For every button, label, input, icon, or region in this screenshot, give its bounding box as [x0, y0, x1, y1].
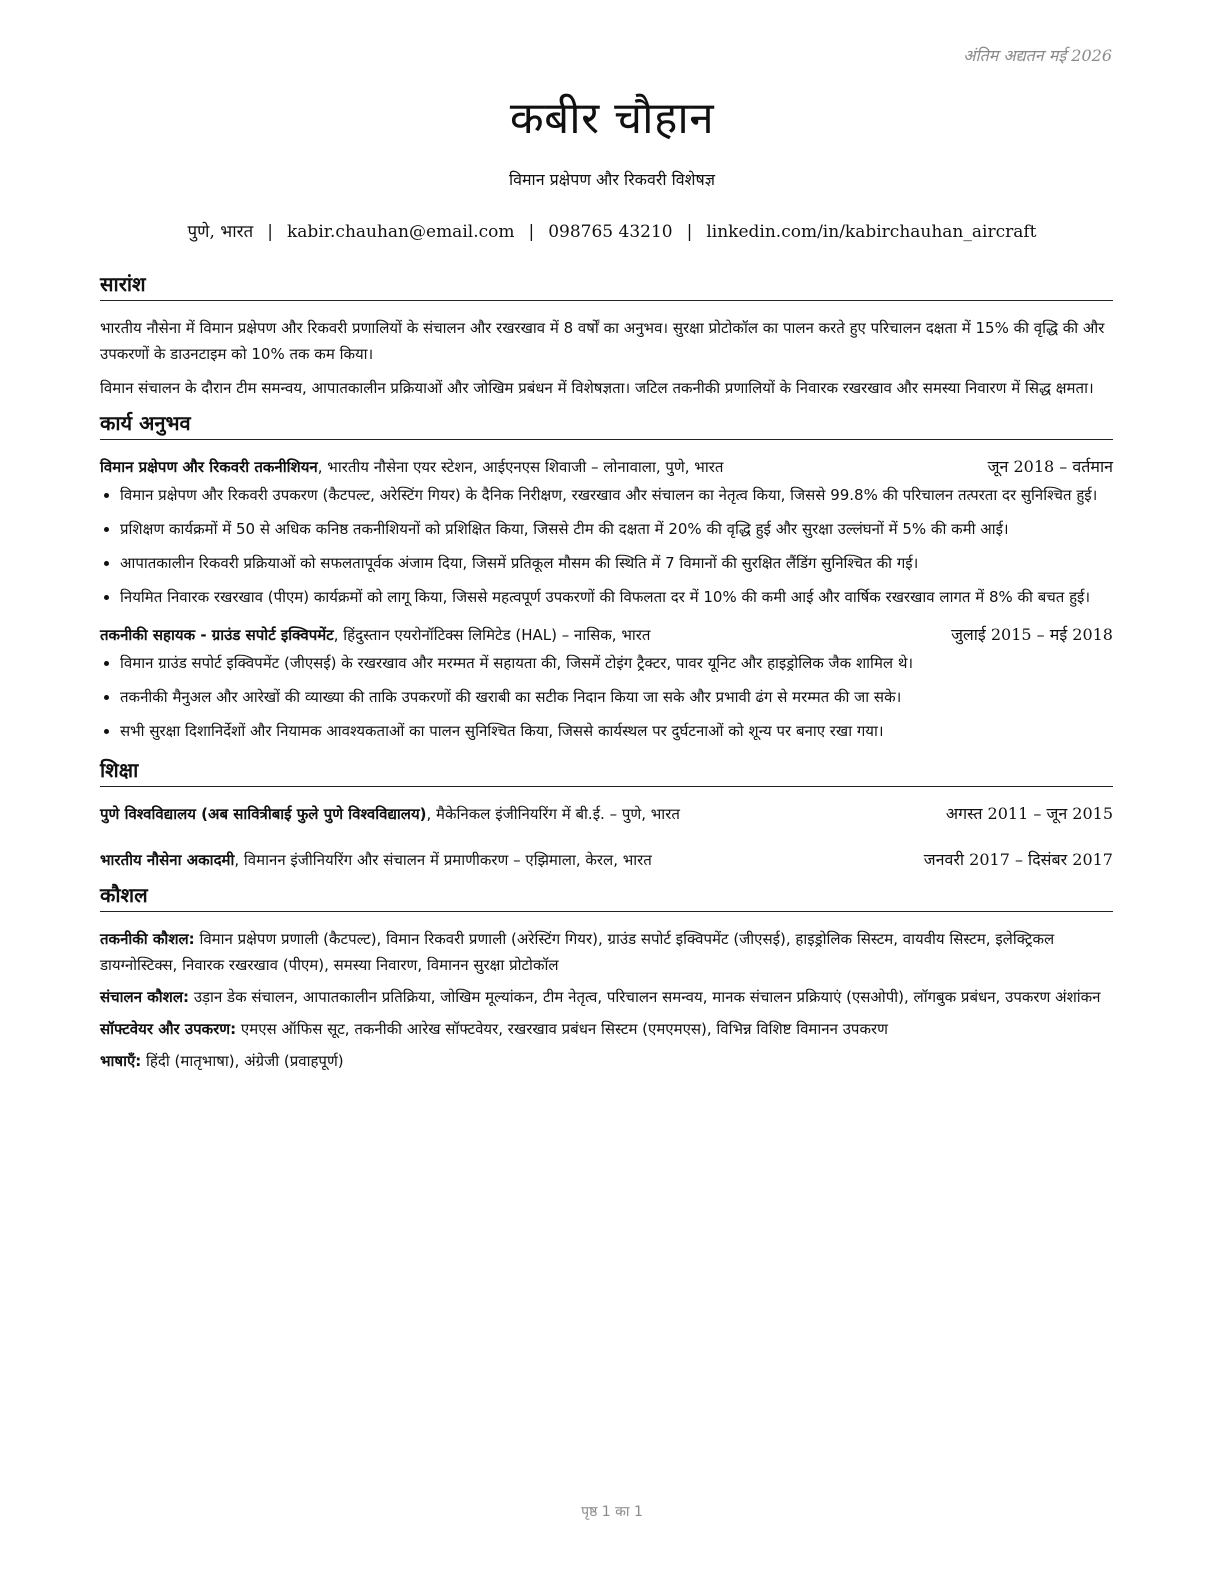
skill-text: हिंदी (मातृभाषा), अंग्रेजी (प्रवाहपूर्ण) — [141, 1052, 344, 1070]
section-heading-summary: सारांश — [100, 270, 1113, 301]
contact-separator: | — [686, 222, 693, 242]
job-bullet: • नियमित निवारक रखरखाव (पीएम) कार्यक्रमों को लागू किया, जिससे महत्वपूर्ण उपकरणों की विफलता दर में 10% की कमी आई और वार्षिक रखरखाव लागत में 8% की बचत हुई। — [120, 584, 1113, 610]
job-header — [100, 454, 1113, 480]
candidate-name: कबीर चौहान — [509, 93, 715, 144]
job-bullet: • विमान ग्राउंड सपोर्ट इक्विपमेंट (जीएसई) के रखरखाव और मरम्मत में सहायता की, जिसमें टोइंग ट्रैक्टर, पावर यूनिट और हाइड्रोलिक जैक शामिल थे। — [120, 650, 1113, 676]
contact-email[interactable]: kabir.chauhan@email.com — [287, 222, 515, 242]
last-updated: अंतिम अद्यतन मई 2026 — [963, 46, 1112, 65]
contact-separator: | — [528, 222, 535, 242]
job-bullet: • प्रशिक्षण कार्यक्रमों में 50 से अधिक कनिष्ठ तकनीशियनों को प्रशिक्षित किया, जिससे टीम की दक्षता में 20% की वृद्धि हुई और सुरक्षा उल्लंघनों में 5% की कमी आई। — [120, 516, 1113, 542]
education-line — [100, 801, 680, 827]
candidate-title: विमान प्रक्षेपण और रिकवरी विशेषज्ञ — [508, 170, 716, 189]
education-detail: , मैकेनिकल इंजीनियरिंग में बी.ई. – पुणे, भारत — [426, 805, 680, 823]
page-footer: पृष्ठ 1 का 1 — [581, 1504, 643, 1520]
job-role: विमान प्रक्षेपण और रिकवरी तकनीशियन — [100, 458, 318, 476]
skill-label: संचालन कौशल: — [100, 988, 190, 1006]
skill-text: एमएस ऑफिस सूट, तकनीकी आरेख सॉफ्टवेयर, रखरखाव प्रबंधन सिस्टम (एमएमएस), विभिन्न विशिष्ट विमानन उपकरण — [236, 1020, 888, 1038]
skill-label: सॉफ्टवेयर और उपकरण: — [100, 1020, 237, 1038]
education-entry — [100, 801, 1113, 827]
section-heading-skills: कौशल — [100, 881, 1113, 912]
summary-section — [100, 270, 1113, 401]
job-organization: , भारतीय नौसेना एयर स्टेशन, आईएनएस शिवाजी – लोनावाला, पुणे, भारत — [317, 458, 724, 476]
skill-text: उड़ान डेक संचालन, आपातकालीन प्रतिक्रिया, जोखिम मूल्यांकन, टीम नेतृत्व, परिचालन समन्वय, मानक संचालन प्रक्रियाएं (एसओपी), लॉगबुक प्रबंधन, उपकरण अंशांकन — [189, 988, 1101, 1006]
job-entry — [100, 454, 1113, 610]
contact-line — [0, 219, 1224, 242]
job-title-line — [100, 622, 650, 648]
education-institution: पुणे विश्वविद्यालय (अब सावित्रीबाई फुले पुणे विश्वविद्यालय) — [100, 805, 427, 823]
job-title-line — [100, 454, 723, 480]
skill-text: विमान प्रक्षेपण प्रणाली (कैटपल्ट), विमान रिकवरी प्रणाली (अरेस्टिंग गियर), ग्राउंड सपोर्ट इक्विपमेंट (जीएसई), हाइड्रोलिक सिस्टम, वायवीय सिस्टम, इलेक्ट्रिकल डायग्नोस्टिक्स, निवारक रखरखाव (पीएम), समस्या निवारण, विमानन सुरक्षा प्रोटोकॉल — [100, 930, 1055, 974]
education-detail: , विमानन इंजीनियरिंग और संचालन में प्रमाणीकरण – एझिमाला, केरल, भारत — [234, 851, 652, 869]
summary-paragraph: विमान संचालन के दौरान टीम समन्वय, आपातकालीन प्रक्रियाओं और जोखिम प्रबंधन में विशेषज्ञता। जटिल तकनीकी प्रणालियों के निवारक रखरखाव और समस्या निवारण में सिद्ध क्षमता। — [100, 379, 1094, 397]
job-bullets — [100, 482, 1113, 610]
contact-location: पुणे, भारत — [187, 222, 254, 242]
job-bullet: • तकनीकी मैनुअल और आरेखों की व्याख्या की ताकि उपकरणों की खराबी का सटीक निदान किया जा सके और प्रभावी ढंग से मरम्मत की जा सके। — [120, 684, 1113, 710]
contact-linkedin[interactable]: linkedin.com/in/kabirchauhan_aircraft — [706, 222, 1037, 242]
job-entry — [100, 622, 1113, 744]
job-dates: जून 2018 – वर्तमान — [987, 457, 1113, 476]
job-bullet: • सभी सुरक्षा दिशानिर्देशों और नियामक आवश्यकताओं का पालन सुनिश्चित किया, जिससे कार्यस्थल पर दुर्घटनाओं को शून्य पर बनाए रखा गया। — [120, 718, 1113, 744]
job-dates: जुलाई 2015 – मई 2018 — [951, 625, 1113, 644]
resume-content — [100, 270, 1113, 1082]
contact-separator: | — [267, 222, 273, 242]
job-bullet: • विमान प्रक्षेपण और रिकवरी उपकरण (कैटपल्ट, अरेस्टिंग गियर) के दैनिक निरीक्षण, रखरखाव और संचालन का नेतृत्व किया, जिससे 99.8% की परिचालन तत्परता दर सुनिश्चित हुई। — [120, 482, 1113, 508]
skill-line — [100, 984, 1113, 1010]
experience-section — [100, 409, 1113, 744]
contact-phone: 098765 43210 — [548, 222, 673, 242]
education-line — [100, 847, 652, 873]
skills-section — [100, 881, 1113, 1074]
job-bullet: • आपातकालीन रिकवरी प्रक्रियाओं को सफलतापूर्वक अंजाम दिया, जिसमें प्रतिकूल मौसम की स्थिति में 7 विमानों की सुरक्षित लैंडिंग सुनिश्चित की गई। — [120, 550, 1113, 576]
skill-line — [100, 1048, 1113, 1074]
education-dates: जनवरी 2017 – दिसंबर 2017 — [923, 850, 1113, 869]
education-dates: अगस्त 2011 – जून 2015 — [945, 804, 1113, 823]
section-heading-education: शिक्षा — [100, 756, 1113, 787]
job-role: तकनीकी सहायक - ग्राउंड सपोर्ट इक्विपमेंट — [100, 626, 334, 644]
job-organization: , हिंदुस्तान एयरोनॉटिक्स लिमिटेड (HAL) – नासिक, भारत — [333, 626, 651, 644]
education-institution: भारतीय नौसेना अकादमी — [100, 851, 235, 869]
section-heading-experience: कार्य अनुभव — [100, 409, 1113, 440]
skill-label: भाषाएँ: — [100, 1052, 142, 1070]
skill-label: तकनीकी कौशल: — [100, 930, 195, 948]
education-entry — [100, 847, 1113, 873]
summary-paragraph: भारतीय नौसेना में विमान प्रक्षेपण और रिकवरी प्रणालियों के संचालन और रखरखाव में 8 वर्षों का अनुभव। सुरक्षा प्रोटोकॉल का पालन करते हुए परिचालन दक्षता में 15% की वृद्धि की और उपकरणों के डाउनटाइम को 10% तक कम किया। — [100, 319, 1105, 363]
job-bullets — [100, 650, 1113, 744]
job-header — [100, 622, 1113, 648]
education-section — [100, 756, 1113, 873]
skill-line — [100, 1016, 1113, 1042]
skill-line — [100, 926, 1113, 978]
